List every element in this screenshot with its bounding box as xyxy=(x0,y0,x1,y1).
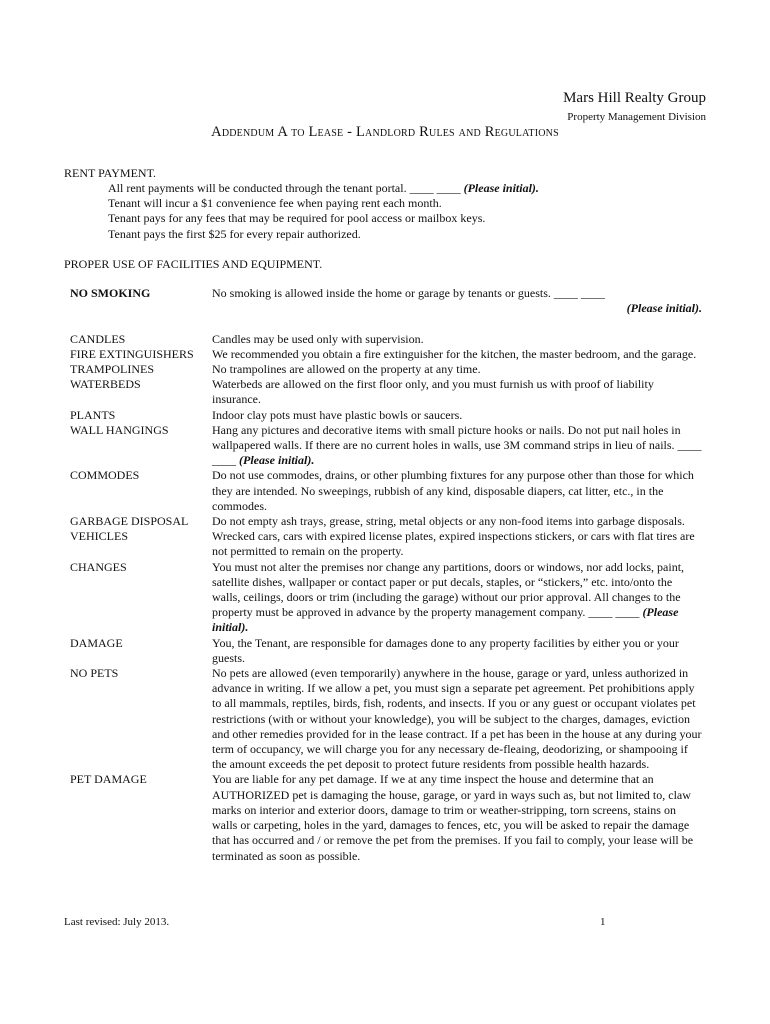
rule-text: Hang any pictures and decorative items with small picture hooks or nails. Do not put nail holes in wallpapered walls. If there are no current holes in walls, use 3M command strips in lieu of nails. ____ ____ xyxy=(212,422,702,468)
rule-text: Indoor clay pots must have plastic bowls or saucers. xyxy=(212,407,463,422)
rent-lines xyxy=(108,181,539,242)
rules-list xyxy=(70,286,702,864)
facilities-heading: PROPER USE OF FACILITIES AND EQUIPMENT. xyxy=(64,257,323,271)
rule-label: GARBAGE DISPOSAL xyxy=(70,514,189,529)
rule-vehicles xyxy=(70,529,702,559)
rent-line-portal: All rent payments will be conducted through the tenant portal. ____ ____ (Please initial). xyxy=(108,181,539,195)
rule-text: You are liable for any pet damage. If we at any time inspect the house and determine that an AUTHORIZED pet is damaging the house, garage, or yard in ways such as, but not limited to, claw marks on interior and exterior doors, damage to trim or weather-stripping, torn screens, stains on walls or carpeting, holes in the yard, damages to fences, etc, you will be asked to repair the damage that has occurred and / or remove the pet from the premises. If you fail to comply, your lease will be terminated as soon as possible. xyxy=(212,772,694,863)
initial-note: (Please initial). xyxy=(239,453,315,468)
rule-label: TRAMPOLINES xyxy=(70,362,155,376)
rule-text: No trampolines are allowed on the property at any time. xyxy=(212,362,481,376)
rule-label: PET DAMAGE xyxy=(70,772,147,787)
rule-text: No pets are allowed (even temporarily) anywhere in the house, garage or yard, unless authorized in advance in writing. If we allow a pet, you must sign a separate pet agreement. Pet prohibitions apply to all mammals, reptiles, birds, fish, rodents, and insects. If you or any guest or occupant violates pet restrictions (with or without your knowledge), you will be subject to the charges, damages, eviction and other remedies provided for in the lease contract. If a pet has been in the house at any during your term of occupancy, we will charge you for any necessary de-fleaing, deodorizing, or shampooing if the amount exceeds the pet deposit to protect future residents from possible health hazards. xyxy=(212,666,702,772)
rent-line-pool: Tenant pays for any fees that may be required for pool access or mailbox keys. xyxy=(108,211,486,226)
rule-label: NO PETS xyxy=(70,666,119,681)
rule-text: We recommended you obtain a fire extinguisher for the kitchen, the master bedroom, and the garage. xyxy=(212,346,697,361)
rule-text: Wrecked cars, cars with expired license plates, expired inspections stickers, or cars with flat tires are not permitted to remain on the property. xyxy=(212,529,695,559)
initial-note: (Please initial). xyxy=(626,301,702,316)
initial-note: (Please initial). xyxy=(212,605,679,635)
rule-label: NO SMOKING xyxy=(70,286,151,300)
rent-line-repair: Tenant pays the first $25 for every repair authorized. xyxy=(108,226,361,241)
rule-text: Waterbeds are allowed on the first floor only, and you must furnish us with proof of liability insurance. xyxy=(212,377,654,407)
rule-label: FIRE EXTINGUISHERS xyxy=(70,346,194,361)
rule-label: CHANGES xyxy=(70,559,127,574)
rule-no-pets xyxy=(70,666,702,772)
rule-text: Do not use commodes, drains, or other plumbing fixtures for any purpose other than those for which they are intended. No sweepings, rubbish of any kind, disposable diapers, cat litter, etc., in the commodes. xyxy=(212,468,694,513)
rule-text: You must not alter the premises nor change any partitions, doors or windows, nor add locks, paint, satellite dishes, wallpaper or contact paper or put decals, staples, or “stickers,” etc. into/onto the walls, ceilings, doors or trim (including the garage) without our prior approval. All changes to the property must be approved in advance by the property management company. ____ ____ xyxy=(212,559,685,620)
rule-trampolines xyxy=(70,362,702,377)
last-revised: Last revised: July 2013. xyxy=(64,916,170,928)
rule-no-smoking xyxy=(70,286,702,316)
rule-text: Do not empty ash trays, grease, string, metal objects or any non-food items into garbage disposals. xyxy=(212,514,685,529)
rule-label: COMMODES xyxy=(70,468,140,483)
rule-label: DAMAGE xyxy=(70,635,123,650)
rule-label: WATERBEDS xyxy=(70,377,141,392)
rule-wall-hangings xyxy=(70,423,702,469)
company-name: Mars Hill Realty Group xyxy=(563,90,706,106)
page-number: 1 xyxy=(600,916,606,928)
rule-plants xyxy=(70,408,702,423)
rent-heading: RENT PAYMENT. xyxy=(64,166,157,180)
rule-waterbeds xyxy=(70,377,702,407)
rule-pet-damage xyxy=(70,772,702,863)
rule-text: Candles may be used only with supervision. xyxy=(212,331,424,346)
rent-line-fee: Tenant will incur a $1 convenience fee when paying rent each month. xyxy=(108,196,442,211)
rule-commodes xyxy=(70,468,702,514)
initial-note: (Please initial). xyxy=(463,181,539,195)
rule-garbage-disposal xyxy=(70,514,702,529)
rule-changes xyxy=(70,560,702,636)
rule-candles xyxy=(70,332,702,347)
rule-label: CANDLES xyxy=(70,331,126,346)
rule-text: No smoking is allowed inside the home or garage by tenants or guests. ____ ____ xyxy=(212,286,605,300)
rule-fire-extinguishers xyxy=(70,347,702,362)
rule-label: PLANTS xyxy=(70,407,116,422)
document-title: Addendum A to Lease - Landlord Rules and Regulations xyxy=(211,124,559,140)
rule-damage xyxy=(70,636,702,666)
rule-label: WALL HANGINGS xyxy=(70,422,169,437)
rule-label: VEHICLES xyxy=(70,529,128,544)
division-name: Property Management Division xyxy=(567,111,706,123)
rule-text: You, the Tenant, are responsible for damages done to any property facilities by either you or your guests. xyxy=(212,635,679,665)
